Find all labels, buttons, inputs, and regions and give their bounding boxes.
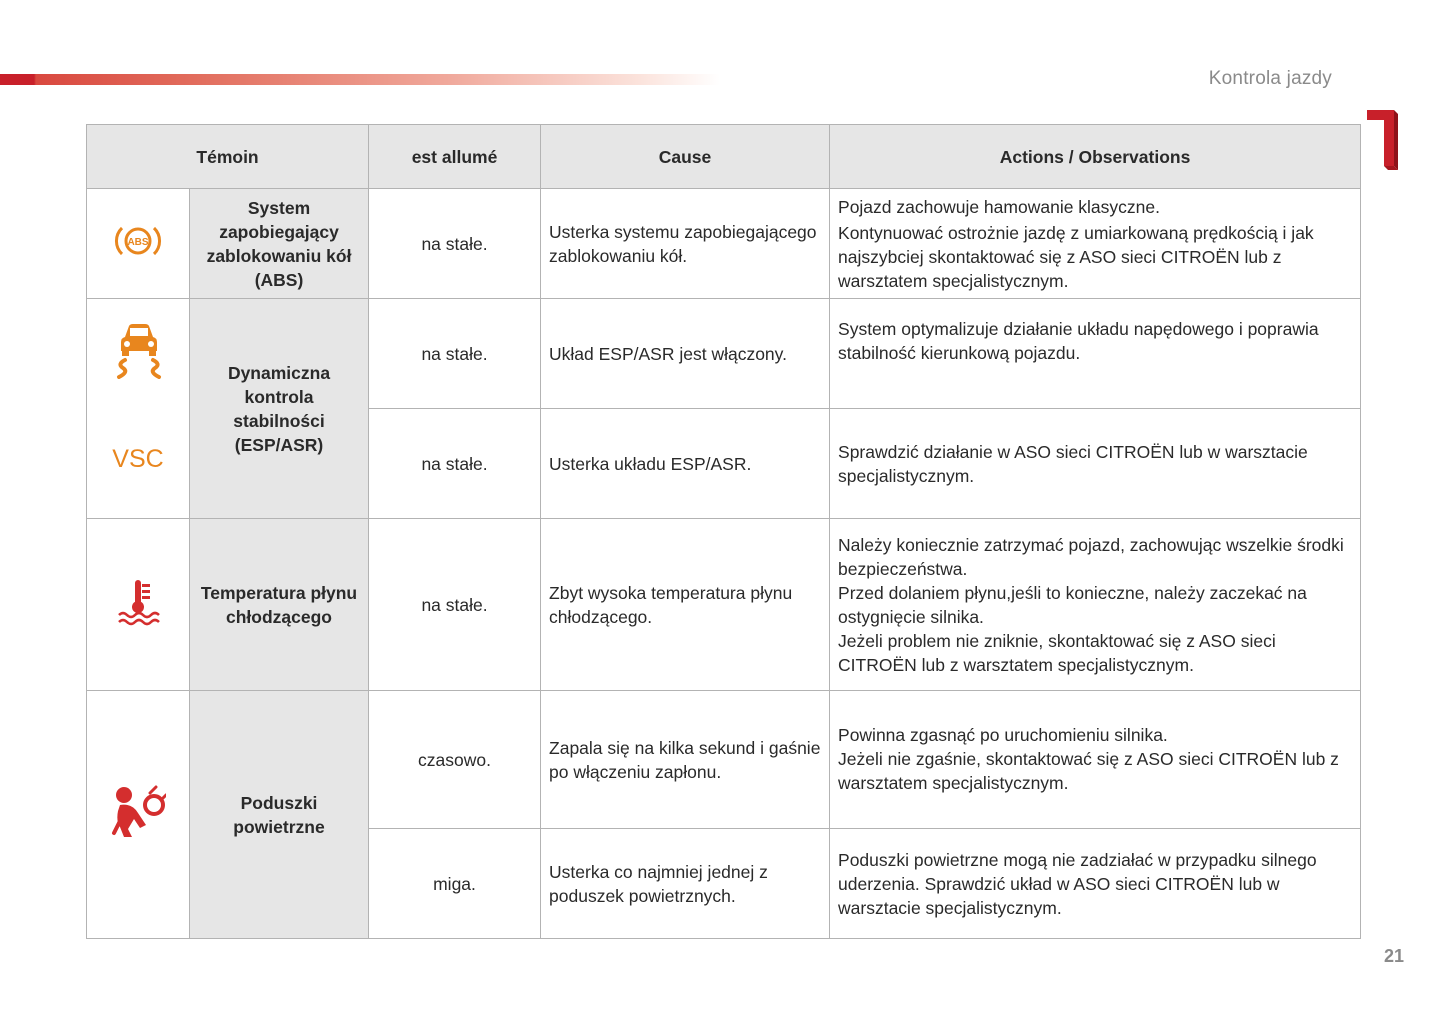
- indicator-state: na stałe.: [369, 519, 541, 691]
- indicator-icon-cell: [87, 299, 190, 519]
- svg-text:ABS: ABS: [127, 236, 149, 248]
- column-header-state: est allumé: [369, 125, 541, 189]
- indicator-state: na stałe.: [369, 409, 541, 519]
- action-text: Przed dolaniem płynu,jeśli to konieczne, należy zaczekać na ostygnięcie silnika.: [838, 582, 1307, 627]
- action-text: System optymalizuje działanie układu napędowego i poprawia stabilność kierunkową pojazdu.: [838, 319, 1319, 363]
- indicator-actions: [830, 691, 1361, 829]
- action-text: Jeżeli problem nie zniknie, skontaktować się z ASO sieci CITROËN lub z warsztatem specjalistycznym.: [838, 630, 1276, 675]
- indicator-name: System zapobiegający zablokowaniu kół (ABS): [190, 189, 369, 299]
- section-title: Kontrola jazdy: [1208, 68, 1332, 89]
- table-row-coolant: [87, 519, 1361, 691]
- indicator-actions: [830, 409, 1361, 519]
- abs-warning-icon: [113, 221, 163, 261]
- column-header-actions: Actions / Observations: [830, 125, 1361, 189]
- header-accent-bar: [0, 74, 720, 85]
- action-text: Pojazd zachowuje hamowanie klasyczne.: [838, 196, 1160, 217]
- indicator-icon-cell: [87, 691, 190, 939]
- indicator-state: na stałe.: [369, 189, 541, 299]
- indicator-actions: [830, 299, 1361, 409]
- indicator-cause: Usterka systemu zapobiegającego zablokowaniu kół.: [541, 189, 830, 299]
- indicator-icon-cell: [87, 519, 190, 691]
- indicator-state: czasowo.: [369, 691, 541, 829]
- vsc-indicator-label: VSC: [112, 445, 164, 473]
- airbag-icon: [110, 785, 166, 839]
- table-row-esp-1: [87, 299, 1361, 409]
- table-row-abs: [87, 189, 1361, 299]
- column-header-indicator: Témoin: [87, 125, 369, 189]
- table-row-airbag-1: [87, 691, 1361, 829]
- table-header-row: [87, 125, 1361, 189]
- indicator-cause: Zapala się na kilka sekund i gaśnie po włączeniu zapłonu.: [541, 691, 830, 829]
- action-text: Sprawdzić działanie w ASO sieci CITROËN lub w warsztacie specjalistycznym.: [838, 441, 1308, 486]
- indicator-state: na stałe.: [369, 299, 541, 409]
- indicator-actions: [830, 189, 1361, 299]
- warning-lights-table: [86, 124, 1361, 939]
- indicator-name: Dynamiczna kontrola stabilności (ESP/ASR): [190, 299, 369, 519]
- action-text: Należy koniecznie zatrzymać pojazd, zachowując wszelkie środki bezpieczeństwa.: [838, 534, 1344, 579]
- indicator-state: miga.: [369, 829, 541, 939]
- indicator-icon-cell: [87, 189, 190, 299]
- action-text: Powinna zgasnąć po uruchomieniu silnika.: [838, 725, 1168, 745]
- skidding-car-icon: [111, 321, 165, 379]
- action-text: Jeżeli nie zgaśnie, skontaktować się z ASO sieci CITROËN lub z warsztatem specjalistycznym.: [838, 749, 1339, 793]
- coolant-temperature-icon: [115, 578, 161, 626]
- indicator-actions: [830, 519, 1361, 691]
- chapter-number-badge: [1364, 96, 1404, 176]
- indicator-cause: Zbyt wysoka temperatura płynu chłodzącego.: [541, 519, 830, 691]
- indicator-name: Temperatura płynu chłodzącego: [190, 519, 369, 691]
- indicator-cause: Usterka układu ESP/ASR.: [541, 409, 830, 519]
- indicator-cause: Usterka co najmniej jednej z poduszek powietrznych.: [541, 829, 830, 939]
- action-text: Poduszki powietrzne mogą nie zadziałać w przypadku silnego uderzenia. Sprawdzić układ w ASO sieci CITROËN lub w warsztacie specjalistycznym.: [838, 849, 1317, 918]
- page-number: 21: [1383, 946, 1404, 966]
- indicator-name: Poduszki powietrzne: [190, 691, 369, 939]
- indicator-cause: Układ ESP/ASR jest włączony.: [541, 299, 830, 409]
- action-text: Kontynuować ostrożnie jazdę z umiarkowaną prędkością i jak najszybciej skontaktować się z ASO sieci CITROËN lub z warsztatem specjalistycznym.: [838, 222, 1314, 291]
- column-header-cause: Cause: [541, 125, 830, 189]
- indicator-actions: [830, 829, 1361, 939]
